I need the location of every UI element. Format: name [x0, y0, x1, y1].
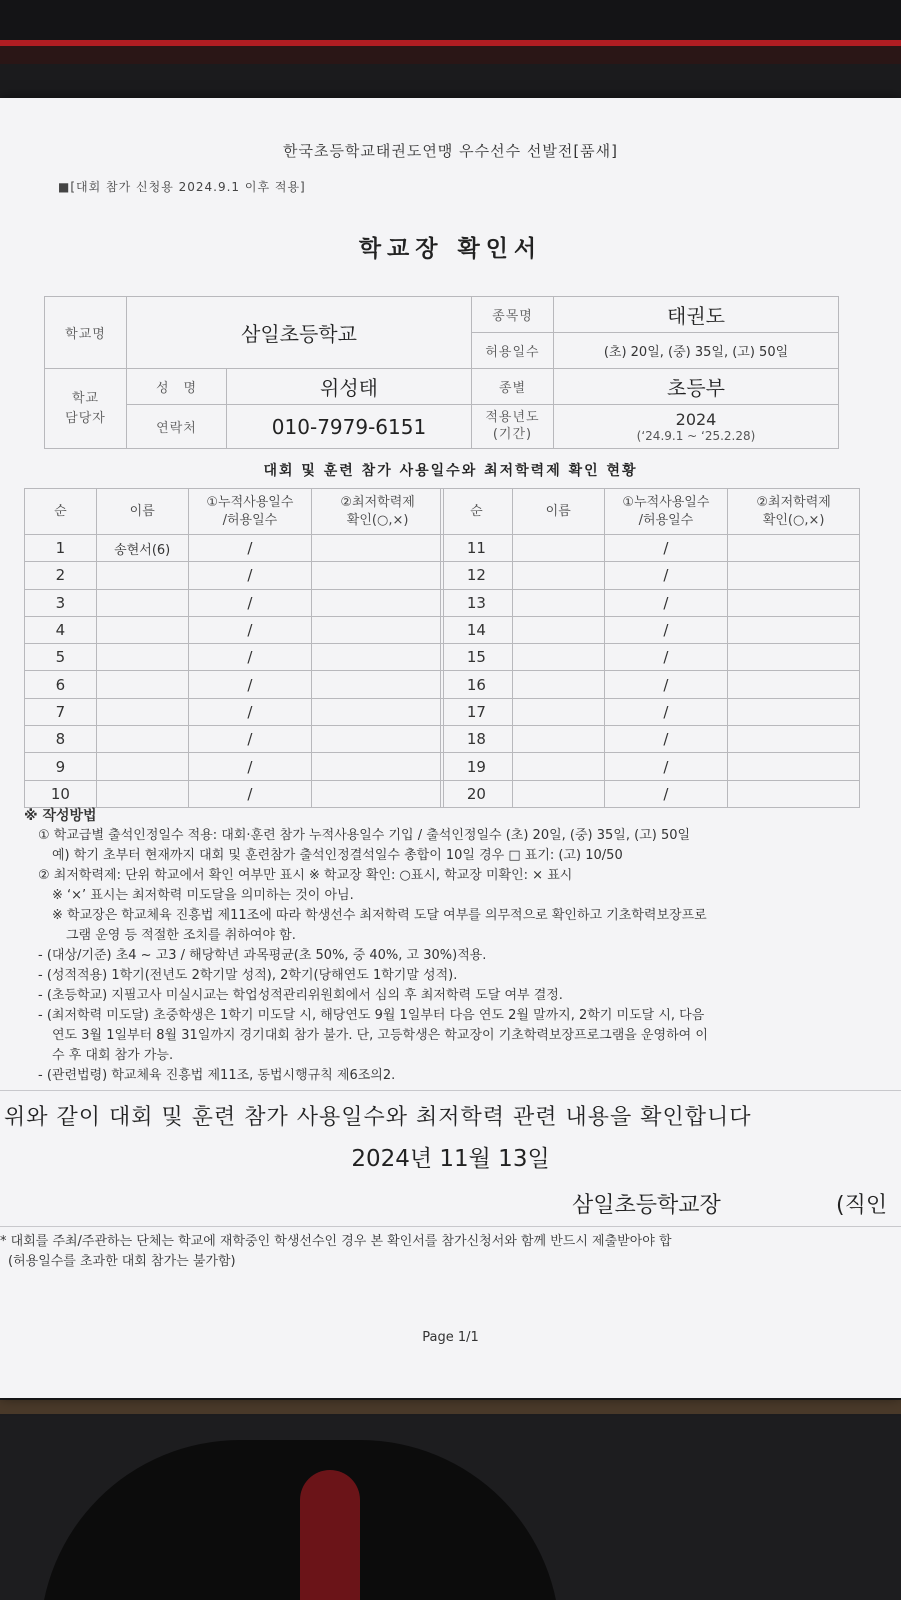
division-label: 종별	[472, 369, 554, 405]
col-name-header: 이름	[512, 489, 604, 535]
allowed-days-label: 허용일수	[472, 333, 554, 369]
sock-stripe	[300, 1470, 360, 1600]
cell-no: 2	[25, 562, 97, 589]
col-no-header: 순	[25, 489, 97, 535]
cell-days: /	[188, 589, 312, 616]
detail-4: - (최저학력 미도달) 초중학생은 1학기 미도달 시, 해당연도 9월 1일부터 다음 연도 2월 말까지, 2학기 미도달 시, 다음	[38, 1008, 705, 1023]
detail-4-cont: 연도 3월 1일부터 8월 31일까지 경기대회 참가 불가. 단, 고등학생은 학교장이 기초학력보장프로그램을 운영하여 이	[52, 1028, 708, 1043]
cell-no: 5	[25, 644, 97, 671]
year-period: (‘24.9.1 ~ ‘25.2.28)	[636, 428, 756, 443]
cell-check	[728, 535, 860, 562]
cell-name	[512, 589, 604, 616]
school-label: 학교명	[45, 297, 127, 369]
cell-days: /	[604, 535, 728, 562]
cell-name	[512, 753, 604, 780]
cell-days: /	[188, 671, 312, 698]
table-row	[441, 726, 860, 753]
official-seal-label: (직인	[836, 1193, 888, 1218]
cell-no: 16	[441, 671, 513, 698]
note-2-a: ※ ‘×’ 표시는 최저학력 미도달을 의미하는 것이 아님.	[52, 888, 354, 903]
event-label: 종목명	[472, 297, 554, 333]
info-table	[44, 296, 839, 449]
cell-no: 11	[441, 535, 513, 562]
cell-no: 18	[441, 726, 513, 753]
cell-days: /	[188, 562, 312, 589]
table-row	[25, 644, 444, 671]
manager-label: 학교 담당자	[45, 369, 127, 449]
cell-name	[512, 671, 604, 698]
year-label: 적용년도 (기간)	[472, 405, 554, 449]
cell-days: /	[188, 616, 312, 643]
name-value: 위성태	[227, 369, 472, 405]
contact-value: 010-7979-6151	[227, 405, 472, 449]
cell-days: /	[604, 780, 728, 807]
cell-name	[96, 616, 188, 643]
document-subheader: ■[대회 참가 신청용 2024.9.1 이후 적용]	[58, 180, 306, 194]
cell-days: /	[604, 698, 728, 725]
footer-line-1: * 대회를 주최/주관하는 단체는 학교에 재학중인 학생선수인 경우 본 확인서를 참가신청서와 함께 반드시 제출받아야 합	[0, 1234, 672, 1249]
cell-name	[96, 644, 188, 671]
table-row	[441, 644, 860, 671]
cell-days: /	[604, 671, 728, 698]
cell-no: 3	[25, 589, 97, 616]
cell-days: /	[604, 589, 728, 616]
cell-days: /	[604, 562, 728, 589]
cell-check	[312, 698, 444, 725]
detail-5: - (관련법령) 학교체육 진흥법 제11조, 동법시행규칙 제6조의2.	[38, 1068, 396, 1083]
cell-check	[312, 780, 444, 807]
cell-name: 송현서(6)	[96, 535, 188, 562]
cell-check	[728, 726, 860, 753]
issue-date: 2024년 11월 13일	[351, 1146, 550, 1172]
table-row	[441, 562, 860, 589]
page-number: Page 1/1	[422, 1330, 479, 1345]
cell-check	[312, 562, 444, 589]
cell-no: 15	[441, 644, 513, 671]
table-row	[25, 698, 444, 725]
desk-edge	[0, 40, 901, 64]
cell-days: /	[188, 535, 312, 562]
divider	[0, 1090, 901, 1091]
year-value: 2024	[675, 409, 717, 429]
athlete-table-right	[440, 488, 860, 808]
note-1: ① 학교급별 출석인정일수 적용: 대회·훈련 참가 누적사용일수 기입 / 출석인정일수 (초) 20일, (중) 35일, (고) 50일	[38, 828, 691, 843]
cell-name	[96, 698, 188, 725]
detail-4-cont2: 수 후 대회 참가 가능.	[52, 1048, 174, 1063]
table-row	[441, 616, 860, 643]
cell-no: 14	[441, 616, 513, 643]
col-no-header: 순	[441, 489, 513, 535]
cell-days: /	[188, 698, 312, 725]
athlete-table-left	[24, 488, 444, 808]
cell-check	[728, 780, 860, 807]
table-row	[25, 753, 444, 780]
note-1-example: 예) 학기 초부터 현재까지 대회 및 훈련참가 출석인정결석일수 총합이 10일 경우 □ 표기: (고) 10/50	[52, 848, 623, 863]
col-check-header: ②최저학력제 확인(○,×)	[312, 489, 444, 535]
table-row	[441, 671, 860, 698]
table-row	[441, 780, 860, 807]
desk-background	[0, 0, 901, 40]
cell-check	[728, 671, 860, 698]
document-header: 한국초등학교태권도연맹 우수선수 선발전[품새]	[282, 142, 619, 160]
cell-no: 19	[441, 753, 513, 780]
cell-check	[312, 644, 444, 671]
cell-name	[512, 726, 604, 753]
principal-signature: 삼일초등학교장	[572, 1193, 721, 1218]
cell-days: /	[188, 644, 312, 671]
cell-days: /	[604, 753, 728, 780]
cell-check	[728, 562, 860, 589]
cell-no: 10	[25, 780, 97, 807]
col-days-header: ①누적사용일수 /허용일수	[604, 489, 728, 535]
cell-check	[312, 753, 444, 780]
note-2-b-cont: 그램 운영 등 적절한 조치를 취하여야 함.	[66, 928, 296, 943]
cell-check	[728, 616, 860, 643]
cell-no: 9	[25, 753, 97, 780]
cell-name	[512, 644, 604, 671]
contact-label: 연락처	[127, 405, 227, 449]
cell-name	[96, 753, 188, 780]
name-label: 성 명	[127, 369, 227, 405]
document-page	[0, 98, 901, 1398]
cell-name	[96, 562, 188, 589]
col-check-header: ②최저학력제 확인(○,×)	[728, 489, 860, 535]
cell-name	[96, 780, 188, 807]
cell-name	[96, 671, 188, 698]
cell-no: 12	[441, 562, 513, 589]
detail-3: - (초등학교) 지필고사 미실시교는 학업성적관리위원회에서 심의 후 최저학력 도달 여부 결정.	[38, 988, 563, 1003]
detail-1: - (대상/기준) 초4 ~ 고3 / 해당학년 과목평균(초 50%, 중 40%, 고 30%)적용.	[38, 948, 487, 963]
division-value: 초등부	[554, 369, 839, 405]
note-2-b: ※ 학교장은 학교체육 진흥법 제11조에 따라 학생선수 최저학력 도달 여부를 의무적으로 확인하고 기초학력보장프로	[52, 908, 707, 923]
table-row	[25, 780, 444, 807]
table-row	[25, 616, 444, 643]
table-row	[441, 589, 860, 616]
cell-name	[96, 726, 188, 753]
document-title: 학교장 확인서	[358, 236, 543, 262]
cell-check	[728, 644, 860, 671]
cell-check	[728, 698, 860, 725]
cell-name	[512, 780, 604, 807]
instructions	[24, 806, 884, 1086]
col-name-header: 이름	[96, 489, 188, 535]
cell-no: 1	[25, 535, 97, 562]
cell-days: /	[604, 644, 728, 671]
cell-name	[512, 562, 604, 589]
cell-name	[512, 616, 604, 643]
cell-check	[312, 589, 444, 616]
table-row	[25, 671, 444, 698]
event-value: 태권도	[554, 297, 839, 333]
cell-no: 13	[441, 589, 513, 616]
cell-days: /	[188, 753, 312, 780]
table-row	[441, 535, 860, 562]
cell-no: 20	[441, 780, 513, 807]
allowed-days-value: (초) 20일, (중) 35일, (고) 50일	[554, 333, 839, 369]
cell-no: 17	[441, 698, 513, 725]
table-row	[441, 698, 860, 725]
table-row	[25, 562, 444, 589]
cell-no: 6	[25, 671, 97, 698]
table-row	[25, 535, 444, 562]
cell-name	[96, 589, 188, 616]
cell-name	[512, 698, 604, 725]
footer-line-2: (허용일수를 초과한 대회 참가는 불가함)	[8, 1254, 236, 1269]
cell-no: 7	[25, 698, 97, 725]
cell-days: /	[604, 616, 728, 643]
detail-2: - (성적적용) 1학기(전년도 2학기말 성적), 2학기(당해연도 1학기말 성적).	[38, 968, 458, 983]
school-value: 삼일초등학교	[127, 297, 472, 369]
section-title: 대회 및 훈련 참가 사용일수와 최저학력제 확인 현황	[263, 463, 638, 479]
cell-check	[728, 589, 860, 616]
cell-check	[312, 535, 444, 562]
cell-name	[512, 535, 604, 562]
cell-days: /	[188, 726, 312, 753]
cell-check	[728, 753, 860, 780]
table-row	[441, 753, 860, 780]
cell-days: /	[604, 726, 728, 753]
instructions-heading: ※ 작성방법	[24, 808, 97, 824]
col-days-header: ①누적사용일수 /허용일수	[188, 489, 312, 535]
footer-note	[0, 1232, 901, 1272]
confirmation-statement: 위와 같이 대회 및 훈련 참가 사용일수와 최저학력 관련 내용을 확인합니다	[4, 1105, 752, 1130]
cell-days: /	[188, 780, 312, 807]
table-row	[25, 726, 444, 753]
cell-check	[312, 616, 444, 643]
cell-no: 4	[25, 616, 97, 643]
table-row	[25, 589, 444, 616]
cell-check	[312, 671, 444, 698]
cell-check	[312, 726, 444, 753]
divider	[0, 1226, 901, 1227]
cell-no: 8	[25, 726, 97, 753]
note-2: ② 최저학력제: 단위 학교에서 확인 여부만 표시 ※ 학교장 확인: ○표시, 학교장 미확인: × 표시	[38, 868, 573, 883]
